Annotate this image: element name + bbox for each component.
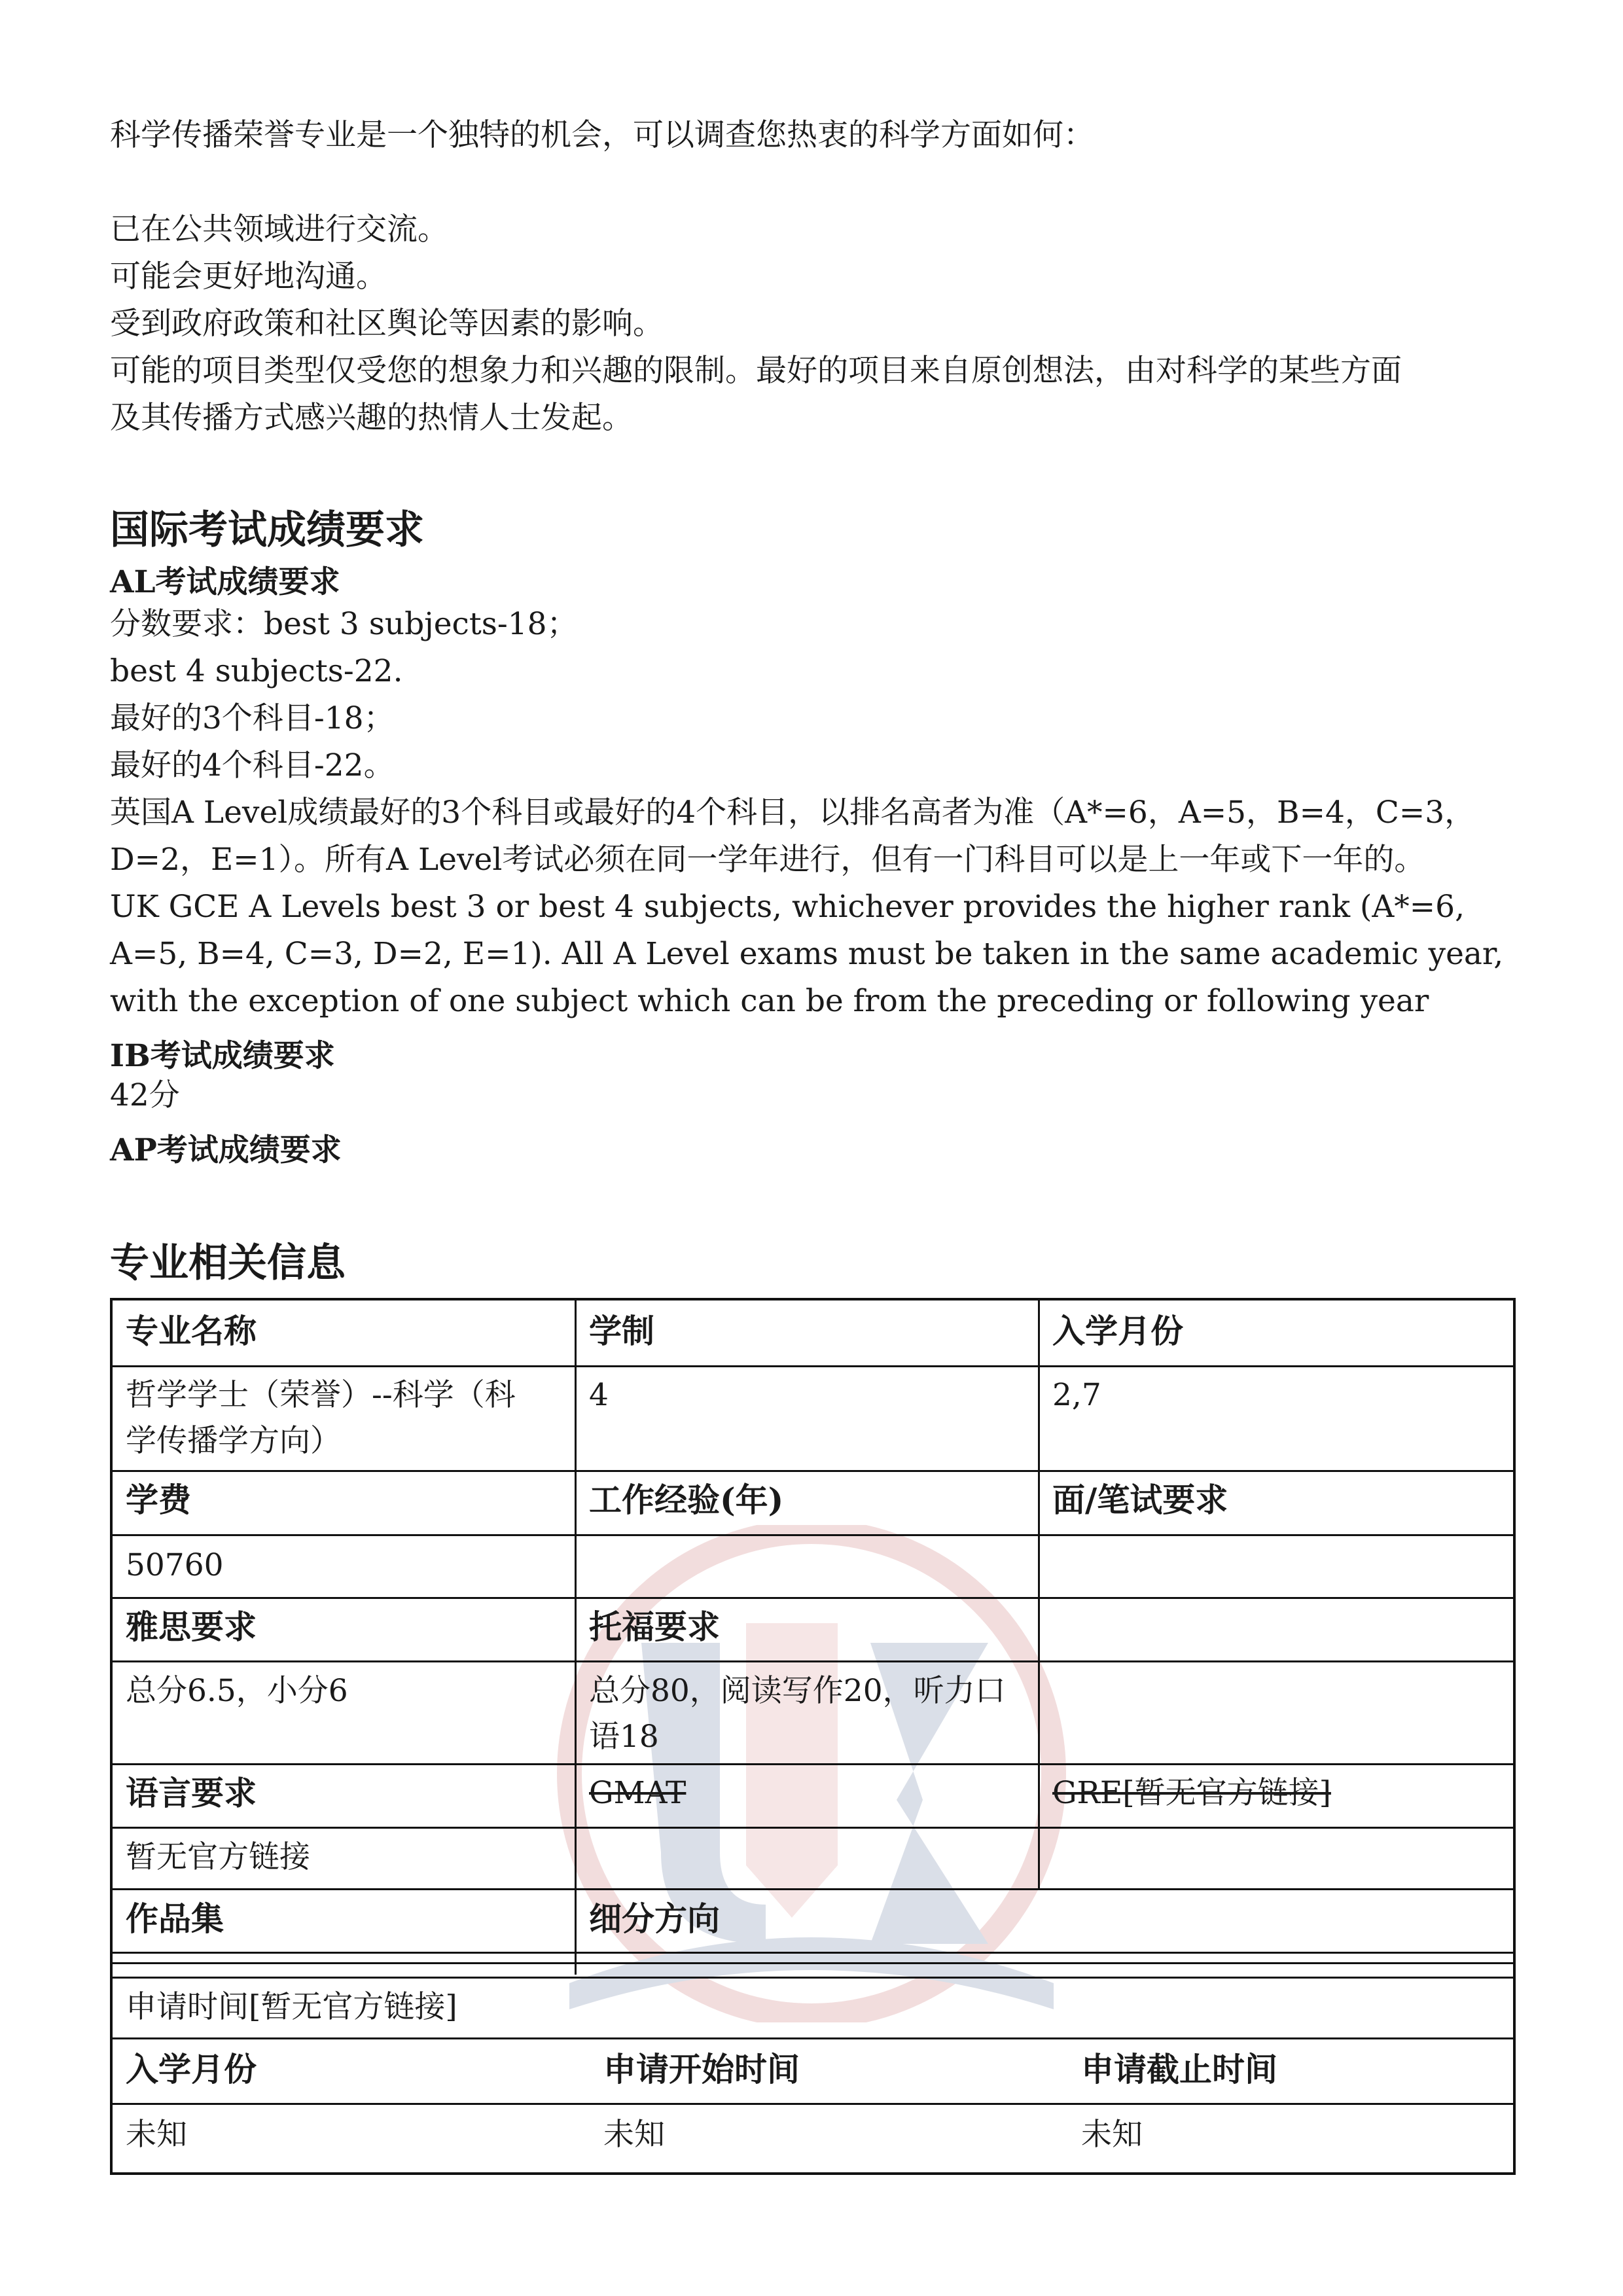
ielts-value: 总分6.5，小分6	[126, 1673, 348, 1709]
intro-line: 可能会更好地沟通。	[110, 259, 387, 295]
apply-intake-value: 未知	[126, 2117, 187, 2153]
interview-label: 面/笔试要求	[1052, 1480, 1228, 1519]
gre-label: GRE[暂无官方链接]	[1052, 1775, 1331, 1811]
al-line: 最好的3个科目-18；	[110, 700, 395, 736]
major-name-value: 学传播学方向）	[126, 1423, 341, 1459]
al-line: 分数要求：best 3 subjects-18；	[110, 606, 578, 642]
gmat-label: GMAT	[589, 1775, 687, 1811]
al-line: D=2，E=1）。所有A Level考试必须在同一学年进行，但有一门科目可以是上一年或下一年的。	[110, 842, 1425, 878]
ib-value: 42分	[110, 1077, 180, 1113]
al-line: best 4 subjects-22.	[110, 653, 403, 689]
ib-title: IB考试成绩要求	[110, 1038, 335, 1074]
exam-section-title: 国际考试成绩要求	[110, 507, 424, 553]
al-line: UK GCE A Levels best 3 or best 4 subjects, whichever provides the higher rank (A*=6,	[110, 889, 1465, 925]
tuition-label: 学费	[126, 1480, 191, 1519]
toefl-label: 托福要求	[589, 1607, 720, 1646]
language-label: 语言要求	[126, 1774, 257, 1812]
al-line: 最好的4个科目-22。	[110, 747, 395, 783]
toefl-value: 总分80，阅读写作20，听力口	[589, 1673, 1006, 1709]
tuition-value: 50760	[126, 1547, 224, 1583]
intake-value: 2,7	[1052, 1377, 1101, 1413]
duration-label: 学制	[589, 1312, 654, 1350]
intro-line: 已在公共领域进行交流。	[110, 211, 448, 247]
toefl-value: 语18	[589, 1719, 659, 1755]
al-title: AL考试成绩要求	[110, 564, 340, 600]
intro-line: 可能的项目类型仅受您的想象力和兴趣的限制。最好的项目来自原创想法，由对科学的某些方面	[110, 353, 1402, 389]
al-line: A=5, B=4, C=3, D=2, E=1). All A Level exams must be taken in the same academic year,	[110, 936, 1504, 972]
intro-line: 科学传播荣誉专业是一个独特的机会，可以调查您热衷的科学方面如何：	[110, 117, 1094, 153]
intro-line: 受到政府政策和社区舆论等因素的影响。	[110, 306, 664, 342]
intro-line: 及其传播方式感兴趣的热情人士发起。	[110, 400, 633, 436]
al-line: with the exception of one subject which can be from the preceding or following year	[110, 983, 1429, 1019]
apply-deadline-label: 申请截止时间	[1081, 2050, 1277, 2089]
major-name-label: 专业名称	[126, 1312, 257, 1350]
apply-start-value: 未知	[603, 2117, 665, 2153]
apply-deadline-value: 未知	[1081, 2117, 1143, 2153]
apply-intake-label: 入学月份	[126, 2050, 257, 2089]
portfolio-label: 作品集	[126, 1899, 224, 1938]
apply-time-label: 申请时间[暂无官方链接]	[126, 1989, 457, 2025]
al-line: 英国A Level成绩最好的3个科目或最好的4个科目，以排名高者为准（A*=6，A=5，B=4，C=3，	[110, 795, 1476, 831]
intake-label: 入学月份	[1052, 1312, 1183, 1350]
program-info-table	[110, 1298, 1516, 2175]
work-exp-label: 工作经验(年)	[589, 1480, 784, 1519]
ap-title: AP考试成绩要求	[110, 1132, 342, 1168]
language-value: 暂无官方链接	[126, 1839, 310, 1875]
apply-start-label: 申请开始时间	[603, 2050, 800, 2089]
major-name-value: 哲学学士（荣誉）--科学（科	[126, 1377, 516, 1413]
ielts-label: 雅思要求	[126, 1607, 257, 1646]
program-section-title: 专业相关信息	[110, 1240, 346, 1286]
subfield-label: 细分方向	[589, 1899, 720, 1938]
duration-value: 4	[589, 1377, 609, 1413]
